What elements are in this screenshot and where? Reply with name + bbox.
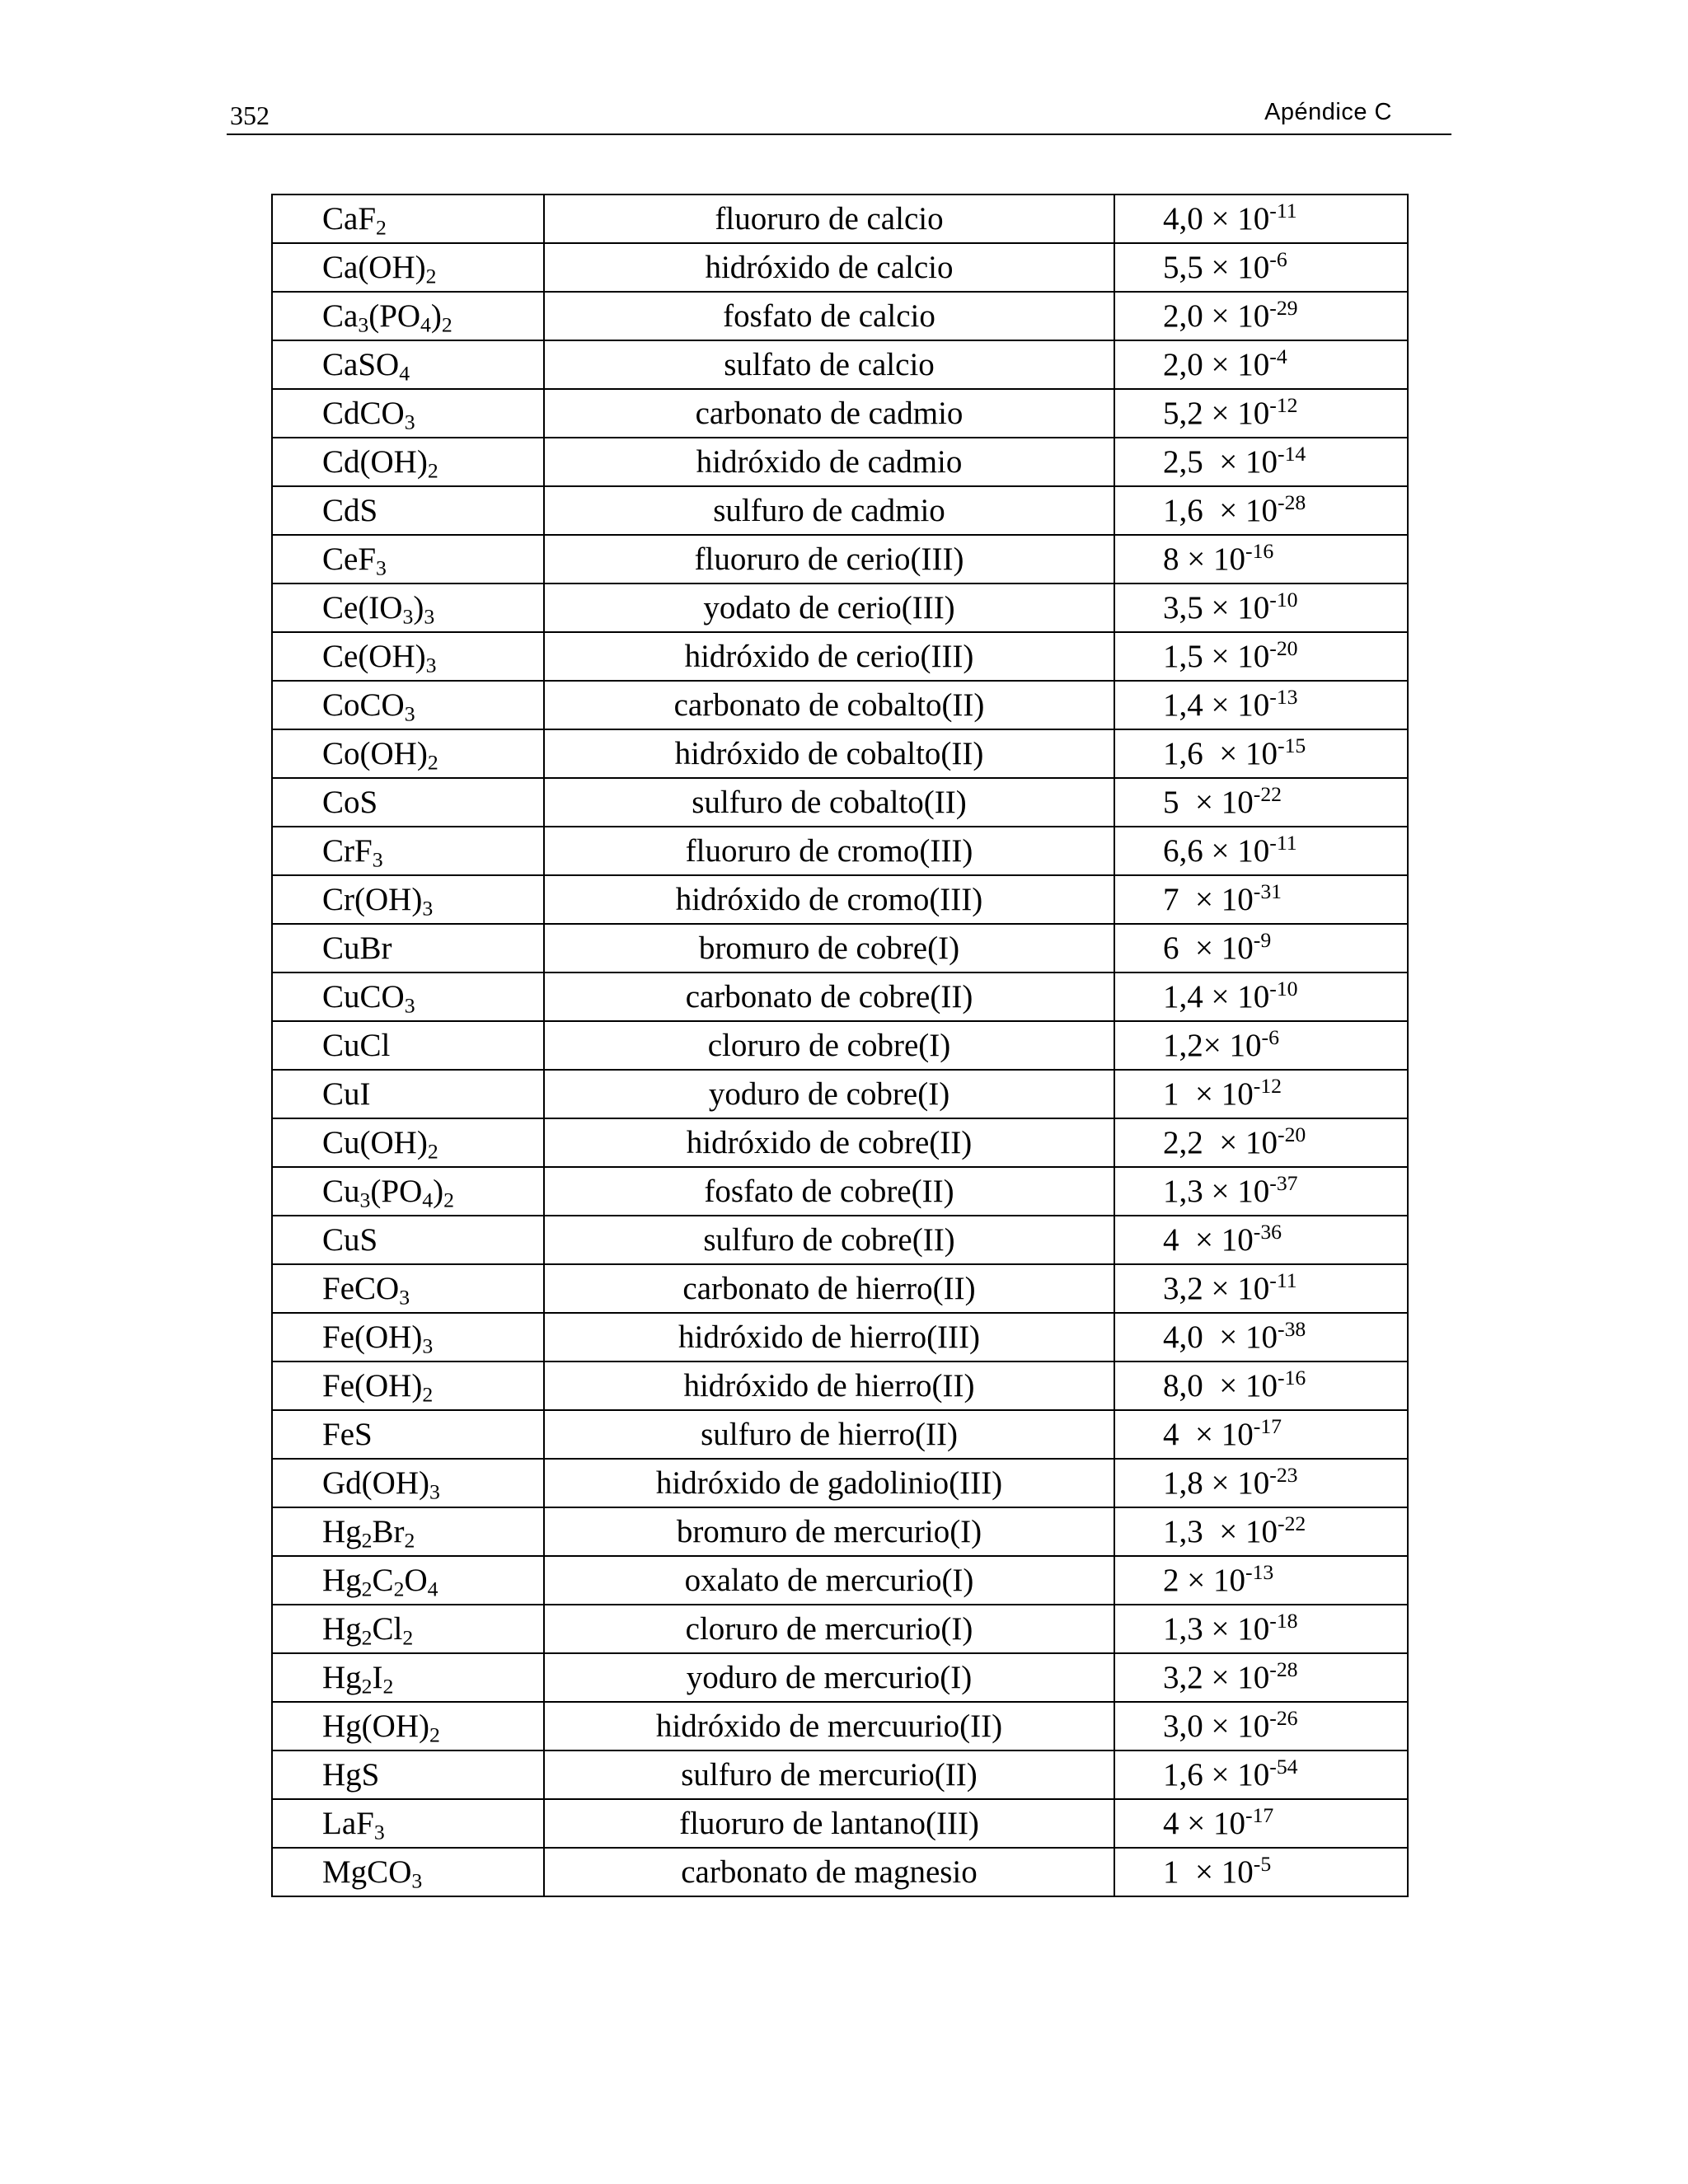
compound-name-cell: sulfuro de hierro(II) (544, 1410, 1114, 1459)
ksp-value-cell: $1,6 \times 10^{-28}$ (1114, 486, 1408, 535)
ksp-value-cell: $1,5 \times 10^{-20}$ (1114, 632, 1408, 681)
formula-cell: CdCO$_3$ (272, 389, 544, 438)
formula-cell: $Gd(OH)_3$ (272, 1459, 544, 1507)
table-row (272, 486, 1408, 535)
ksp-value-cell: $3,5 \times 10^{-10}$ (1114, 583, 1408, 632)
ksp-value-cell: $3,0 \times 10^{-26}$ (1114, 1702, 1408, 1750)
compound-name-cell: cloruro de cobre(I) (544, 1021, 1114, 1070)
table-row (272, 1264, 1408, 1313)
compound-name-cell: yoduro de cobre(I) (544, 1070, 1114, 1118)
ksp-value-cell: $1,6 \times 10^{-54}$ (1114, 1750, 1408, 1799)
compound-name-cell: sulfuro de cadmio (544, 486, 1114, 535)
compound-name-cell: fluoruro de calcio (544, 194, 1114, 243)
formula-cell: $Ca(OH)_2$ (272, 243, 544, 292)
compound-name-cell: hidróxido de mercuurio(II) (544, 1702, 1114, 1750)
table-row (272, 1702, 1408, 1750)
formula-cell: $Hg_2Br_2$ (272, 1507, 544, 1556)
ksp-value-cell: $4,0 \times 10^{-38}$ (1114, 1313, 1408, 1361)
ksp-value-cell: $4 \times 10^{-17}$ (1114, 1410, 1408, 1459)
ksp-value-cell: $1,4 \times 10^{-10}$ (1114, 972, 1408, 1021)
formula-cell: MgCO$_3$ (272, 1848, 544, 1896)
table-row (272, 827, 1408, 875)
compound-name-cell: carbonato de cadmio (544, 389, 1114, 438)
ksp-value-cell: $7 \times 10^{-31}$ (1114, 875, 1408, 924)
formula-cell: CdS (272, 486, 544, 535)
table-row (272, 438, 1408, 486)
ksp-value-cell: $1,3 \times 10^{-37}$ (1114, 1167, 1408, 1216)
formula-cell: CuBr (272, 924, 544, 972)
ksp-value-cell: $4 \times 10^{-36}$ (1114, 1216, 1408, 1264)
compound-name-cell: sulfato de calcio (544, 340, 1114, 389)
formula-cell: HgS (272, 1750, 544, 1799)
formula-cell: CeF$_3$ (272, 535, 544, 583)
ksp-value-cell: $3,2 \times 10^{-11}$ (1114, 1264, 1408, 1313)
table-body (272, 194, 1408, 1896)
formula-cell: $Fe(OH)_2$ (272, 1361, 544, 1410)
compound-name-cell: bromuro de cobre(I) (544, 924, 1114, 972)
ksp-value-cell: $2,0 \times 10^{-4}$ (1114, 340, 1408, 389)
table-row (272, 1021, 1408, 1070)
compound-name-cell: carbonato de hierro(II) (544, 1264, 1114, 1313)
page-number: 352 (230, 101, 270, 130)
ksp-value-cell: $1,4 \times 10^{-13}$ (1114, 681, 1408, 729)
formula-cell: CuCO$_3$ (272, 972, 544, 1021)
formula-cell: $Hg_2I_2$ (272, 1653, 544, 1702)
formula-cell: CoS (272, 778, 544, 827)
formula-cell: CaF$_2$ (272, 194, 544, 243)
table-row (272, 1118, 1408, 1167)
compound-name-cell: carbonato de cobre(II) (544, 972, 1114, 1021)
formula-cell: FeCO$_3$ (272, 1264, 544, 1313)
ksp-value-cell: $2 \times 10^{-13}$ (1114, 1556, 1408, 1605)
table-row (272, 583, 1408, 632)
table-row (272, 1216, 1408, 1264)
ksp-value-cell: $1,8 \times 10^{-23}$ (1114, 1459, 1408, 1507)
compound-name-cell: fluoruro de lantano(III) (544, 1799, 1114, 1848)
table-row (272, 1799, 1408, 1848)
section-title: Apéndice C (1264, 99, 1392, 125)
formula-cell: CoCO$_3$ (272, 681, 544, 729)
compound-name-cell: bromuro de mercurio(I) (544, 1507, 1114, 1556)
formula-cell: $Cd(OH)_2$ (272, 438, 544, 486)
table-row (272, 535, 1408, 583)
formula-cell: $Cu(OH)_2$ (272, 1118, 544, 1167)
page-header (227, 92, 1451, 135)
compound-name-cell: cloruro de mercurio(I) (544, 1605, 1114, 1653)
ksp-value-cell: $2,0 \times 10^{-29}$ (1114, 292, 1408, 340)
compound-name-cell: fluoruro de cromo(III) (544, 827, 1114, 875)
table-row (272, 1848, 1408, 1896)
compound-name-cell: sulfuro de cobre(II) (544, 1216, 1114, 1264)
compound-name-cell: hidróxido de cerio(III) (544, 632, 1114, 681)
compound-name-cell: hidróxido de hierro(II) (544, 1361, 1114, 1410)
compound-name-cell: carbonato de magnesio (544, 1848, 1114, 1896)
ksp-value-cell: $6,6 \times 10^{-11}$ (1114, 827, 1408, 875)
table-row (272, 1507, 1408, 1556)
compound-name-cell: hidróxido de cobre(II) (544, 1118, 1114, 1167)
table-row (272, 389, 1408, 438)
ksp-value-cell: $1,3 \times 10^{-18}$ (1114, 1605, 1408, 1653)
table-row (272, 924, 1408, 972)
formula-cell: CuI (272, 1070, 544, 1118)
compound-name-cell: hidróxido de calcio (544, 243, 1114, 292)
compound-name-cell: yodato de cerio(III) (544, 583, 1114, 632)
table-row (272, 972, 1408, 1021)
formula-cell: $Ce(OH)_3$ (272, 632, 544, 681)
table-row (272, 778, 1408, 827)
ksp-value-cell: $8 \times 10^{-16}$ (1114, 535, 1408, 583)
solubility-product-table (271, 194, 1409, 1897)
table-row (272, 1361, 1408, 1410)
table-row (272, 1167, 1408, 1216)
compound-name-cell: fluoruro de cerio(III) (544, 535, 1114, 583)
compound-name-cell: yoduro de mercurio(I) (544, 1653, 1114, 1702)
ksp-value-cell: $1,6 \times 10^{-15}$ (1114, 729, 1408, 778)
table-row (272, 1070, 1408, 1118)
formula-cell: FeS (272, 1410, 544, 1459)
ksp-value-cell: $2,5 \times 10^{-14}$ (1114, 438, 1408, 486)
formula-cell: $Ce(IO_3)_3$ (272, 583, 544, 632)
table-row (272, 1313, 1408, 1361)
table-row (272, 292, 1408, 340)
ksp-value-cell: $8,0 \times 10^{-16}$ (1114, 1361, 1408, 1410)
compound-name-cell: hidróxido de cadmio (544, 438, 1114, 486)
table-row (272, 194, 1408, 243)
formula-cell: $Hg_2C_2O_4$ (272, 1556, 544, 1605)
formula-cell: $Hg(OH)_2$ (272, 1702, 544, 1750)
ksp-value-cell: $6 \times 10^{-9}$ (1114, 924, 1408, 972)
table-row (272, 1750, 1408, 1799)
compound-name-cell: oxalato de mercurio(I) (544, 1556, 1114, 1605)
formula-cell: $Cu_3(PO_4)_2$ (272, 1167, 544, 1216)
ksp-value-cell: $2,2 \times 10^{-20}$ (1114, 1118, 1408, 1167)
ksp-value-cell: $5,2 \times 10^{-12}$ (1114, 389, 1408, 438)
table-row (272, 340, 1408, 389)
ksp-value-cell: $1,2\times 10^{-6}$ (1114, 1021, 1408, 1070)
formula-cell: CuS (272, 1216, 544, 1264)
table-row (272, 1653, 1408, 1702)
compound-name-cell: hidróxido de hierro(III) (544, 1313, 1114, 1361)
formula-cell: $Co(OH)_2$ (272, 729, 544, 778)
compound-name-cell: hidróxido de cobalto(II) (544, 729, 1114, 778)
compound-name-cell: fosfato de cobre(II) (544, 1167, 1114, 1216)
ksp-value-cell: $5,5 \times 10^{-6}$ (1114, 243, 1408, 292)
compound-name-cell: hidróxido de cromo(III) (544, 875, 1114, 924)
ksp-value-cell: $1 \times 10^{-12}$ (1114, 1070, 1408, 1118)
formula-cell: $Hg_2Cl_2$ (272, 1605, 544, 1653)
formula-cell: $Ca_3(PO_4)_2$ (272, 292, 544, 340)
formula-cell: LaF$_3$ (272, 1799, 544, 1848)
ksp-value-cell: $3,2 \times 10^{-28}$ (1114, 1653, 1408, 1702)
table-row (272, 1459, 1408, 1507)
ksp-value-cell: $1 \times 10^{-5}$ (1114, 1848, 1408, 1896)
ksp-value-cell: $4,0 \times 10^{-11}$ (1114, 194, 1408, 243)
table-row (272, 632, 1408, 681)
table-row (272, 875, 1408, 924)
ksp-value-cell: $5 \times 10^{-22}$ (1114, 778, 1408, 827)
table-row (272, 729, 1408, 778)
compound-name-cell: hidróxido de gadolinio(III) (544, 1459, 1114, 1507)
compound-name-cell: carbonato de cobalto(II) (544, 681, 1114, 729)
compound-name-cell: fosfato de calcio (544, 292, 1114, 340)
formula-cell: CrF$_3$ (272, 827, 544, 875)
ksp-value-cell: $1,3 \times 10^{-22}$ (1114, 1507, 1408, 1556)
formula-cell: $Cr(OH)_3$ (272, 875, 544, 924)
table-row (272, 1605, 1408, 1653)
compound-name-cell: sulfuro de mercurio(II) (544, 1750, 1114, 1799)
compound-name-cell: sulfuro de cobalto(II) (544, 778, 1114, 827)
table-row (272, 1410, 1408, 1459)
table-row (272, 1556, 1408, 1605)
formula-cell: $Fe(OH)_3$ (272, 1313, 544, 1361)
table-row (272, 243, 1408, 292)
table-row (272, 681, 1408, 729)
formula-cell: CuCl (272, 1021, 544, 1070)
formula-cell: CaSO$_4$ (272, 340, 544, 389)
ksp-value-cell: $4 \times 10^{-17}$ (1114, 1799, 1408, 1848)
